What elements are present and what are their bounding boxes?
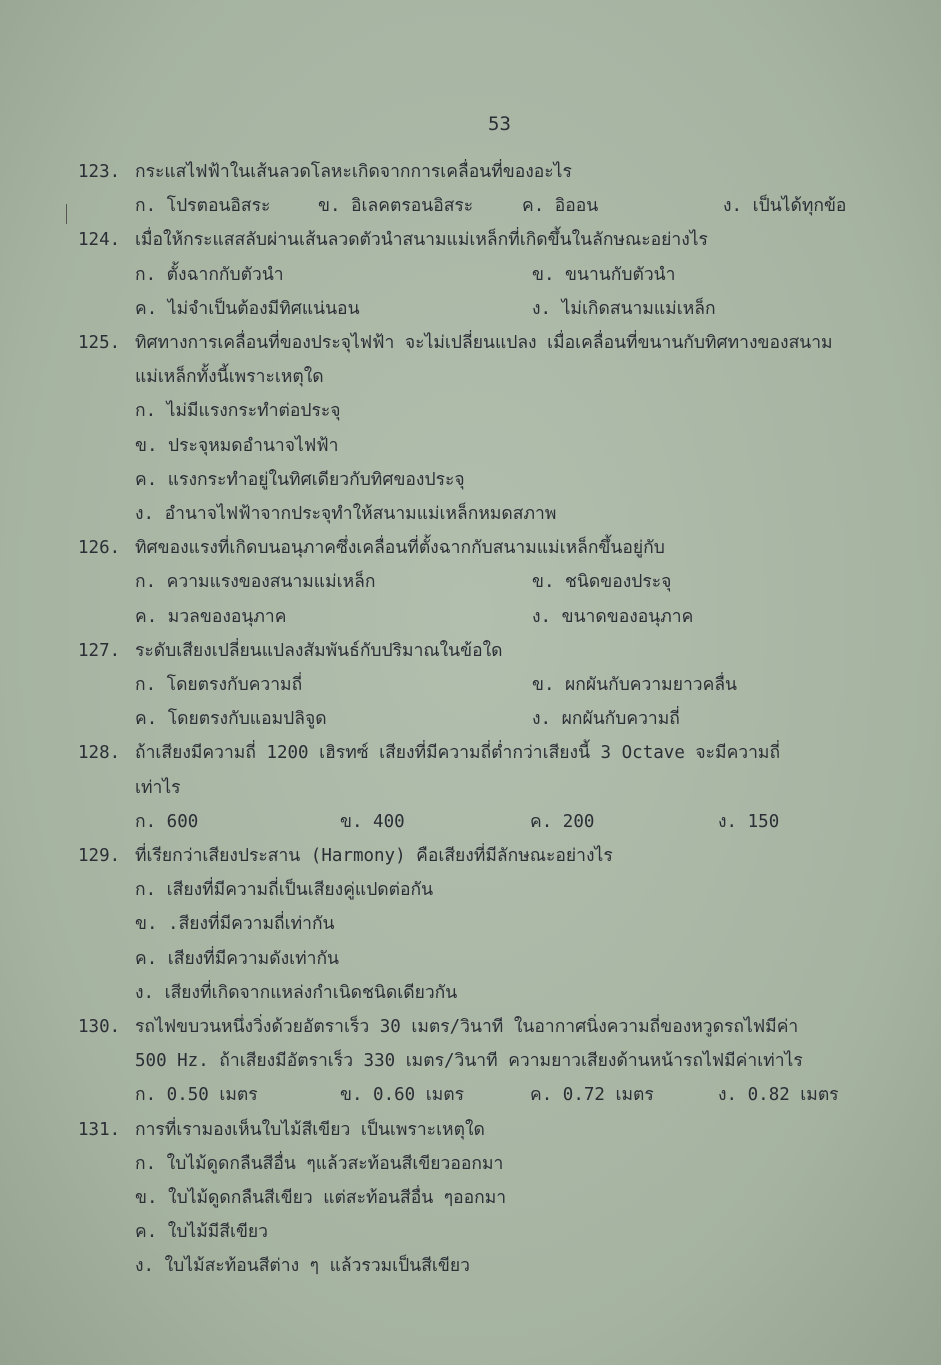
question-text: ทิศทางการเคลื่อนที่ของประจุไฟฟ้า จะไม่เปลี่ยนแปลง เมื่อเคลื่อนที่ขนานกับทิศทางของสนาม (135, 333, 833, 353)
page-number: 53 (488, 113, 511, 135)
answer-option: ข. .สียงที่มีความถี่เท่ากัน (135, 914, 335, 935)
margin-mark (66, 204, 67, 224)
question-text: ถ้าเสียงมีความถี่ 1200 เฮิรทซ์ เสียงที่มีความถี่ต่ำกว่าเสียงนี้ 3 Octave จะมีความถี่ (135, 743, 781, 764)
answer-option: ก. ไม่มีแรงกระทำต่อประจุ (135, 401, 341, 422)
question-number: 128. (78, 743, 121, 764)
question-text: เท่าไร (135, 777, 181, 798)
question-text: กระแสไฟฟ้าในเส้นลวดโลหะเกิดจากการเคลื่อนที่ของอะไร (135, 162, 572, 182)
answer-option: ค. ไม่จำเป็นต้องมีทิศแน่นอน (135, 298, 360, 319)
answer-option: ค. ใบไม้มีสีเขียว (135, 1222, 269, 1243)
answer-option: ค. มวลของอนุภาค (135, 606, 287, 627)
question-text: ที่เรียกว่าเสียงประสาน (Harmony) คือเสียงที่มีลักษณะอย่างไร (135, 846, 613, 866)
question-number: 126. (78, 538, 121, 559)
question-number: 125. (78, 333, 121, 353)
question-text: ระดับเสียงเปลี่ยนแปลงสัมพันธ์กับปริมาณในข้อใด (135, 640, 503, 661)
answer-option: ง. เป็นได้ทุกข้อ (723, 196, 847, 217)
answer-option: ข. อิเลคตรอนอิสระ (318, 196, 474, 217)
answer-option: ง. ผกผันกับความถี่ (532, 709, 680, 730)
question-number: 131. (78, 1119, 121, 1140)
answer-option: ค. โดยตรงกับแอมปลิจูด (135, 709, 327, 730)
answer-option: ก. เสียงที่มีความถี่เป็นเสียงคู่แปดต่อกัน (135, 880, 434, 901)
answer-option: ค. แรงกระทำอยู่ในทิศเดียวกับทิศของประจุ (135, 469, 465, 490)
answer-option: ง. ไม่เกิดสนามแม่เหล็ก (532, 298, 716, 319)
question-number: 124. (78, 230, 121, 251)
answer-option: ง. เสียงที่เกิดจากแหล่งกำเนิดชนิดเดียวกัน (135, 982, 458, 1003)
answer-option: ค. เสียงที่มีความดังเท่ากัน (135, 948, 340, 969)
question-text: เมื่อให้กระแสสลับผ่านเส้นลวดตัวนำสนามแม่เหล็กที่เกิดขึ้นในลักษณะอย่างไร (135, 230, 708, 251)
answer-option: ง. 150 (718, 811, 780, 832)
answer-option: ข. 0.60 เมตร (340, 1085, 464, 1106)
answer-option: ก. โปรตอนอิสระ (135, 196, 271, 217)
question-text: ทิศของแรงที่เกิดบนอนุภาคซึ่งเคลื่อนที่ตั้งฉากกับสนามแม่เหล็กขึ้นอยู่กับ (135, 538, 665, 559)
answer-option: ข. ประจุหมดอำนาจไฟฟ้า (135, 435, 339, 456)
question-text: 500 Hz. ถ้าเสียงมีอัตราเร็ว 330 เมตร/วินาที ความยาวเสียงด้านหน้ารถไฟมีค่าเท่าไร (135, 1051, 803, 1072)
answer-option: ข. ขนานกับตัวนำ (532, 264, 676, 285)
answer-option: ข. ชนิดของประจุ (532, 572, 672, 593)
question-number: 123. (78, 162, 121, 182)
question-number: 127. (78, 640, 121, 661)
question-text: รถไฟขบวนหนึ่งวิ่งด้วยอัตราเร็ว 30 เมตร/วินาที ในอากาศนิ่งความถี่ของหวูดรถไฟมีค่า (135, 1017, 799, 1037)
answer-option: ก. ตั้งฉากกับตัวนำ (135, 264, 284, 285)
answer-option: ค. อิออน (522, 196, 599, 217)
answer-option: ก. ใบไม้ดูดกลืนสีอื่น ๆแล้วสะท้อนสีเขียวออกมา (135, 1153, 504, 1174)
answer-option: ก. 0.50 เมตร (135, 1085, 258, 1106)
answer-option: ข. 400 (340, 811, 405, 832)
answer-option: ข. ผกผันกับความยาวคลื่น (532, 675, 738, 695)
question-number: 129. (78, 846, 121, 866)
answer-option: ง. 0.82 เมตร (718, 1085, 839, 1106)
question-number: 130. (78, 1017, 121, 1037)
question-text: การที่เรามองเห็นใบไม้สีเขียว เป็นเพราะเหตุใด (135, 1119, 485, 1140)
answer-option: ค. 200 (530, 811, 595, 832)
answer-option: ง. ใบไม้สะท้อนสีต่าง ๆ แล้วรวมเป็นสีเขียว (135, 1256, 470, 1277)
answer-option: ก. ความแรงของสนามแม่เหล็ก (135, 572, 376, 593)
answer-option: ข. ใบไม้ดูดกลืนสีเขียว แต่สะท้อนสีอื่น ๆออกมา (135, 1188, 507, 1208)
answer-option: ก. โดยตรงกับความถี่ (135, 675, 303, 695)
answer-option: ง. อำนาจไฟฟ้าจากประจุทำให้สนามแม่เหล็กหมดสภาพ (135, 504, 557, 524)
answer-option: ง. ขนาดของอนุภาค (532, 606, 694, 627)
answer-option: ค. 0.72 เมตร (530, 1085, 654, 1106)
answer-option: ก. 600 (135, 811, 199, 832)
question-text: แม่เหล็กทั้งนี้เพราะเหตุใด (135, 367, 324, 388)
